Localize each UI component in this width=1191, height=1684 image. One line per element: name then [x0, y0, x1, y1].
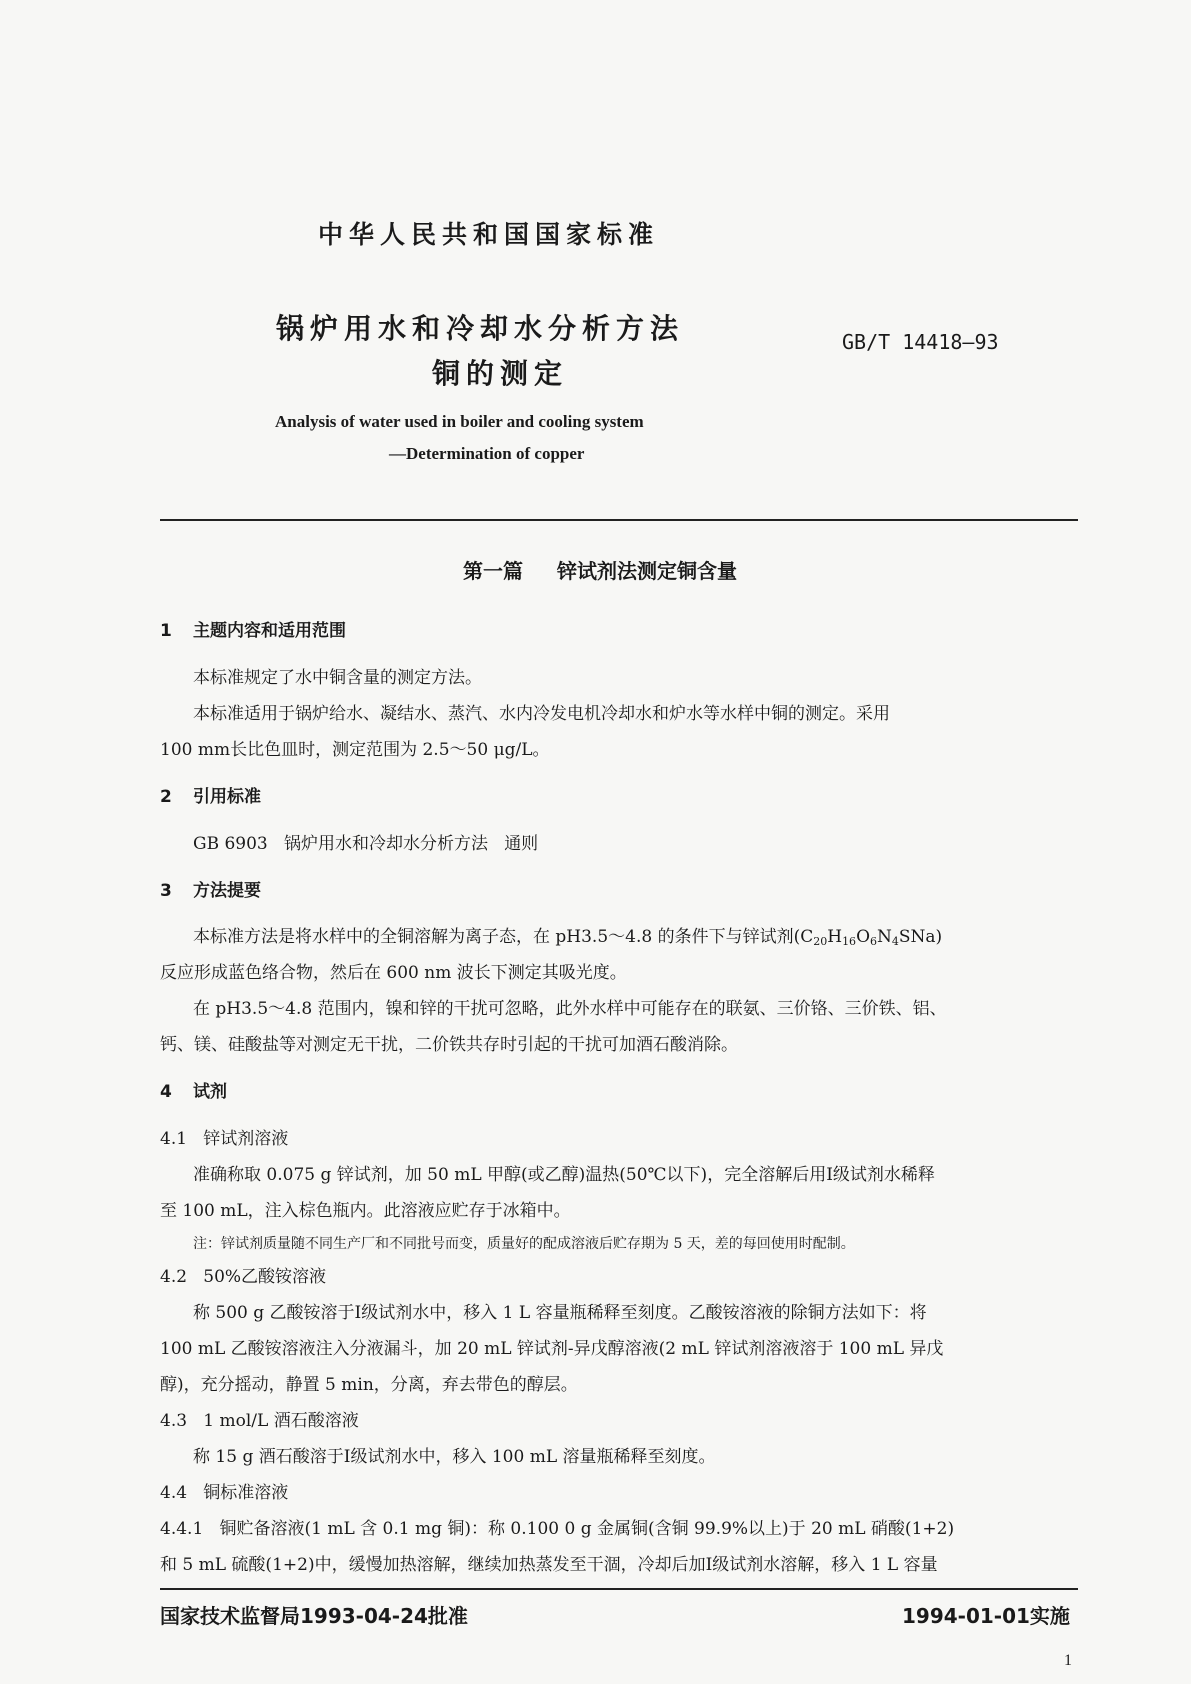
- section-number: 1: [160, 621, 172, 641]
- reference-title: 锅炉用水和冷却水分析方法: [283, 834, 488, 854]
- paragraph: 在 pH3.5～4.8 范围内，镍和锌的干扰可忽略，此外水样中可能存在的联氨、三价铬、三价铁、铝、: [193, 999, 947, 1019]
- national-standard-heading: 中华人民共和国国家标准: [318, 220, 660, 249]
- paragraph: 100 mm长比色皿时，测定范围为 2.5～50 μg/L。: [160, 740, 550, 760]
- section-number: 2: [160, 787, 172, 807]
- page-number: 1: [1064, 1652, 1072, 1669]
- approval-statement: 国家技术监督局1993-04-24批准: [160, 1604, 468, 1628]
- english-title-line1: Analysis of water used in boiler and cooling system: [275, 412, 644, 431]
- section-1-heading: [160, 616, 346, 641]
- paragraph: 至 100 mL，注入棕色瓶内。此溶液应贮存于冰箱中。: [160, 1201, 571, 1221]
- subsection-number: 4.2: [160, 1267, 188, 1287]
- paragraph: 称 500 g 乙酸铵溶于Ⅰ级试剂水中，移入 1 L 容量瓶稀释至刻度。乙酸铵溶液的除铜方法如下：将: [193, 1303, 927, 1323]
- paragraph: 本标准适用于锅炉给水、凝结水、蒸汽、水内冷发电机冷却水和炉水等水样中铜的测定。采用: [193, 704, 890, 724]
- implementation-date: 1994-01-01实施: [902, 1604, 1070, 1628]
- paragraph-text: ): [935, 927, 943, 947]
- section-4-heading: [160, 1077, 227, 1102]
- paragraph: 100 mL 乙酸铵溶液注入分液漏斗，加 20 mL 锌试剂-异戊醇溶液(2 mL 锌试剂溶液溶于 100 mL 异戊: [160, 1339, 944, 1359]
- subsection-4-4-1: [160, 1514, 954, 1539]
- part-title: [463, 555, 737, 584]
- paragraph: 准确称取 0.075 g 锌试剂，加 50 mL 甲醇(或乙醇)温热(50℃以下)，完全溶解后用Ⅰ级试剂水稀释: [193, 1165, 935, 1185]
- part-name: 锌试剂法测定铜含量: [557, 559, 737, 583]
- standard-title-line2: 铜的测定: [432, 357, 569, 390]
- paragraph: 本标准规定了水中铜含量的测定方法。: [193, 668, 482, 688]
- standard-title-line1: 锅炉用水和冷却水分析方法: [276, 312, 685, 345]
- subsection-title: 1 mol/L 酒石酸溶液: [203, 1411, 359, 1431]
- chemical-formula: $C_{20}H_{16}O_6N_4SNa$: [800, 927, 936, 948]
- standard-code: GB/T 14418—93: [842, 330, 999, 354]
- reference-entry: [193, 829, 538, 854]
- paragraph: 醇)，充分摇动，静置 5 min，分离，弃去带色的醇层。: [160, 1375, 578, 1395]
- paragraph: 称 15 g 酒石酸溶于Ⅰ级试剂水中，移入 100 mL 溶量瓶稀释至刻度。: [193, 1447, 716, 1467]
- paragraph-text: 铜贮备溶液(1 mL 含 0.1 mg 铜)：称 0.100 0 g 金属铜(含铜 99.9%以上)于 20 mL 硝酸(1+2): [219, 1519, 955, 1539]
- subsection-number: 4.1: [160, 1129, 188, 1149]
- section-title: 方法提要: [193, 881, 261, 901]
- reference-code: GB 6903: [193, 834, 268, 854]
- subsection-4-3-heading: [160, 1406, 359, 1431]
- subsection-title: 锌试剂溶液: [203, 1129, 289, 1149]
- subsection-number: 4.4: [160, 1483, 188, 1503]
- subsection-4-4-heading: [160, 1478, 288, 1503]
- note: 注：锌试剂质量随不同生产厂和不同批号而变，质量好的配成溶液后贮存期为 5 天，差的每回使用时配制。: [193, 1236, 855, 1252]
- section-3-heading: [160, 876, 261, 901]
- subsection-title: 50%乙酸铵溶液: [203, 1267, 327, 1287]
- paragraph: [193, 922, 942, 948]
- section-2-heading: [160, 782, 261, 807]
- subsection-4-1-heading: [160, 1124, 288, 1149]
- section-title: 试剂: [193, 1082, 227, 1102]
- section-title: 引用标准: [193, 787, 261, 807]
- subsection-number: 4.4.1: [160, 1519, 204, 1539]
- paragraph: 和 5 mL 硫酸(1+2)中，缓慢加热溶解，继续加热蒸发至干涸，冷却后加Ⅰ级试剂水溶解，移入 1 L 容量: [160, 1555, 938, 1575]
- section-number: 3: [160, 881, 172, 901]
- part-number: 第一篇: [463, 559, 523, 583]
- subsection-number: 4.3: [160, 1411, 188, 1431]
- subsection-title: 铜标准溶液: [203, 1483, 289, 1503]
- footer-divider: [160, 1588, 1078, 1590]
- section-number: 4: [160, 1082, 172, 1102]
- paragraph: 反应形成蓝色络合物，然后在 600 nm 波长下测定其吸光度。: [160, 963, 627, 983]
- section-title: 主题内容和适用范围: [193, 621, 346, 641]
- subsection-4-2-heading: [160, 1262, 326, 1287]
- paragraph: 钙、镁、硅酸盐等对测定无干扰，二价铁共存时引起的干扰可加酒石酸消除。: [160, 1035, 738, 1055]
- english-title-line2: —Determination of copper: [389, 444, 585, 463]
- reference-part: 通则: [504, 834, 539, 854]
- header-divider: [160, 519, 1078, 521]
- paragraph-text: 本标准方法是将水样中的全铜溶解为离子态，在 pH3.5～4.8 的条件下与锌试剂(: [193, 927, 801, 947]
